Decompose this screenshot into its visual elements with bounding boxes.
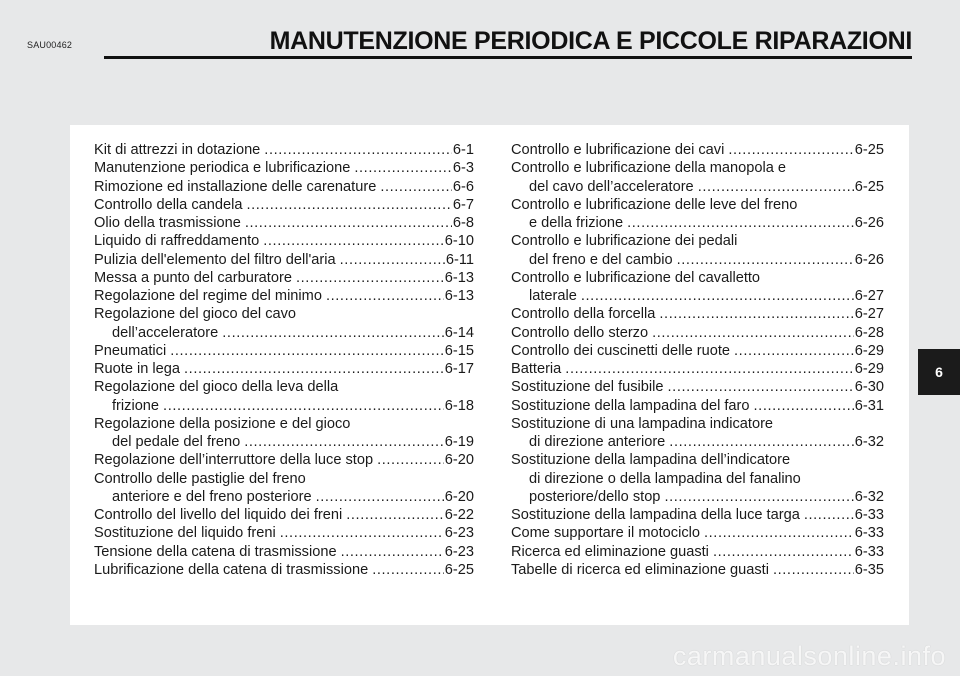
toc-entry-label: Tensione della catena di trasmissione (94, 543, 337, 560)
toc-entry-label: Controllo del livello del liquido dei freni (94, 507, 343, 523)
toc-dot-leader (163, 397, 444, 415)
toc-entry[interactable] (94, 561, 474, 579)
toc-entry-label: del cavo dell’acceleratore (529, 178, 694, 195)
toc-page-number: 6-15 (444, 342, 474, 359)
toc-entry-label: del freno e del cambio (529, 251, 673, 268)
toc-dot-leader (184, 360, 444, 378)
toc-entry[interactable] (94, 214, 474, 232)
toc-page-number: 6-25 (444, 561, 474, 578)
toc-dot-leader (222, 324, 444, 342)
toc-dot-leader (652, 324, 854, 342)
toc-entry-label: Manutenzione periodica e lubrificazione (94, 160, 351, 177)
toc-entry-label: dell’acceleratore (112, 324, 219, 341)
toc-entry[interactable] (511, 214, 884, 232)
title-underline (104, 56, 912, 59)
toc-entry-label: Sostituzione del fusibile (511, 379, 664, 396)
toc-entry[interactable] (94, 360, 474, 378)
toc-page-number: 6-33 (854, 525, 884, 542)
toc-entry-label: del pedale del freno (112, 434, 241, 450)
toc-entry[interactable] (94, 159, 474, 177)
toc-page-number: 6-20 (444, 488, 474, 505)
toc-entry-label: anteriore e del freno posteriore (112, 488, 312, 505)
page-title: MANUTENZIONE PERIODICA E PICCOLE RIPARAZIONI (269, 27, 912, 55)
toc-entry-line: Regolazione della posizione e del gioco (94, 415, 351, 432)
toc-page-number: 6-17 (444, 361, 474, 377)
toc-dot-leader (669, 433, 853, 451)
toc-entry[interactable] (511, 397, 884, 415)
toc-entry[interactable] (94, 251, 474, 269)
toc-page-number: 6-32 (854, 434, 884, 450)
toc-page-number: 6-10 (444, 233, 474, 250)
toc-page-number: 6-11 (445, 251, 474, 268)
toc-entry-line: Controllo e lubrificazione della manopola e (511, 160, 787, 177)
toc-entry[interactable] (511, 360, 884, 378)
toc-column-right (511, 141, 884, 579)
toc-entry-label: Tabelle di ricerca ed eliminazione guasti (511, 561, 769, 578)
toc-entry[interactable] (511, 506, 884, 524)
toc-dot-leader (245, 214, 452, 232)
toc-dot-leader (244, 433, 444, 451)
toc-page-number: 6-19 (444, 434, 474, 450)
toc-page-number: 6-29 (854, 361, 884, 377)
toc-dot-leader (659, 305, 853, 323)
toc-entry-label: Controllo dello sterzo (511, 324, 649, 341)
toc-dot-leader (280, 524, 444, 542)
toc-dot-leader (581, 287, 854, 305)
toc-entry-label: di direzione anteriore (529, 434, 666, 450)
chapter-tab[interactable]: 6 (918, 349, 960, 395)
toc-dot-leader (704, 524, 854, 542)
toc-entry[interactable] (511, 524, 884, 542)
toc-dot-leader (754, 397, 854, 415)
toc-page-number: 6-29 (854, 342, 884, 359)
toc-page-number: 6-31 (854, 397, 884, 414)
toc-dot-leader (263, 232, 444, 250)
toc-entry-label: Batteria (511, 361, 562, 377)
toc-entry-label: Pulizia dell'elemento del filtro dell'aria (94, 251, 336, 268)
toc-entry[interactable] (94, 451, 474, 469)
toc-dot-leader (340, 251, 445, 269)
toc-panel (70, 125, 909, 625)
toc-entry-line: Controllo e lubrificazione dei pedali (511, 233, 738, 250)
toc-page-number: 6-8 (452, 215, 474, 231)
toc-entry-label: Messa a punto del carburatore (94, 269, 292, 286)
toc-entry-line: Sostituzione di una lampadina indicatore (511, 415, 774, 432)
toc-entry-line: Controllo e lubrificazione del cavalletto (511, 269, 761, 286)
toc-page-number: 6-23 (444, 543, 474, 560)
toc-entry[interactable] (511, 433, 884, 451)
toc-entry-label: Controllo e lubrificazione dei cavi (511, 142, 725, 158)
toc-entry-label: Olio della trasmissione (94, 215, 241, 231)
toc-entry-label: Sostituzione della lampadina della luce targa (511, 507, 800, 523)
toc-entry-label: Ricerca ed eliminazione guasti (511, 543, 709, 560)
toc-page-number: 6-23 (444, 525, 474, 542)
toc-entry[interactable] (511, 178, 884, 196)
toc-entry-label: posteriore/dello stop (529, 488, 661, 505)
toc-page-number: 6-30 (854, 379, 884, 396)
toc-entry-label: e della frizione (529, 215, 624, 231)
toc-entry[interactable] (511, 287, 884, 305)
toc-entry-label: Sostituzione del liquido freni (94, 525, 276, 542)
toc-page-number: 6-35 (854, 561, 884, 578)
toc-dot-leader (377, 451, 444, 469)
toc-entry[interactable] (94, 488, 474, 506)
toc-column-left (94, 141, 474, 579)
toc-page-number: 6-28 (854, 324, 884, 341)
toc-entry[interactable] (94, 524, 474, 542)
toc-entry-label: Controllo della forcella (511, 306, 656, 323)
toc-page-number: 6-20 (444, 452, 474, 469)
toc-dot-leader (341, 543, 444, 561)
toc-dot-leader (627, 214, 854, 232)
toc-page-number: 6-26 (854, 215, 884, 231)
toc-page-number: 6-26 (854, 251, 884, 268)
toc-entry[interactable] (94, 397, 474, 415)
toc-entry-line: Regolazione del gioco del cavo (94, 306, 297, 323)
toc-dot-leader (773, 561, 854, 579)
toc-dot-leader (698, 178, 854, 196)
toc-dot-leader (372, 561, 444, 579)
toc-page-number: 6-22 (444, 507, 474, 523)
toc-entry[interactable] (511, 251, 884, 269)
toc-page-number: 6-33 (854, 543, 884, 560)
toc-entry-line: di direzione o della lampadina del fanalino (529, 470, 801, 487)
toc-entry-label: Pneumatici (94, 342, 167, 359)
toc-entry[interactable] (94, 506, 474, 524)
toc-entry[interactable] (94, 269, 474, 287)
toc-entry[interactable] (94, 178, 474, 196)
toc-entry-line: Sostituzione della lampadina dell’indicatore (511, 452, 791, 469)
toc-page-number: 6-6 (452, 178, 474, 195)
toc-entry[interactable] (94, 543, 474, 561)
document-code: SAU00462 (27, 40, 73, 50)
toc-dot-leader (664, 488, 853, 506)
toc-entry[interactable] (94, 342, 474, 360)
toc-dot-leader (565, 360, 853, 378)
toc-entry-label: Controllo dei cuscinetti delle ruote (511, 342, 731, 359)
toc-dot-leader (346, 506, 444, 524)
toc-entry[interactable] (94, 287, 474, 305)
toc-entry-label: Regolazione dell’interruttore della luce stop (94, 452, 374, 469)
toc-entry-label: Regolazione del regime del minimo (94, 288, 322, 304)
toc-page-number: 6-25 (854, 178, 884, 195)
toc-entry[interactable] (94, 141, 474, 159)
toc-entry[interactable] (94, 232, 474, 250)
toc-dot-leader (246, 196, 451, 214)
toc-entry-label: Lubrificazione della catena di trasmissione (94, 561, 369, 578)
toc-dot-leader (804, 506, 854, 524)
toc-dot-leader (170, 342, 444, 360)
toc-page-number: 6-7 (452, 196, 474, 213)
toc-page-number: 6-1 (452, 142, 474, 158)
toc-dot-leader (728, 141, 853, 159)
toc-entry[interactable] (511, 305, 884, 323)
toc-entry-line: Controllo e lubrificazione delle leve del freno (511, 196, 798, 213)
toc-dot-leader (713, 543, 854, 561)
toc-page-number: 6-27 (854, 288, 884, 304)
toc-entry[interactable] (511, 141, 884, 159)
toc-page-number: 6-13 (444, 288, 474, 304)
toc-entry[interactable] (511, 342, 884, 360)
toc-entry[interactable] (511, 561, 884, 579)
toc-entry-label: frizione (112, 397, 160, 414)
toc-entry-label: Kit di attrezzi in dotazione (94, 142, 261, 158)
toc-page-number: 6-25 (854, 142, 884, 158)
toc-entry-label: Liquido di raffreddamento (94, 233, 260, 250)
toc-entry[interactable] (511, 324, 884, 342)
toc-entry[interactable] (94, 433, 474, 451)
toc-page-number: 6-3 (452, 160, 474, 177)
toc-entry-line: Controllo delle pastiglie del freno (94, 470, 306, 487)
toc-entry-label: laterale (529, 288, 577, 304)
toc-page-number: 6-27 (854, 306, 884, 323)
toc-entry-label: Come supportare il motociclo (511, 525, 700, 542)
toc-dot-leader (734, 342, 854, 360)
toc-entry[interactable] (94, 324, 474, 342)
toc-dot-leader (354, 159, 452, 177)
toc-entry-label: Sostituzione della lampadina del faro (511, 397, 750, 414)
toc-entry[interactable] (511, 488, 884, 506)
toc-entry[interactable] (511, 378, 884, 396)
toc-dot-leader (316, 488, 444, 506)
toc-dot-leader (264, 141, 452, 159)
toc-page-number: 6-14 (444, 324, 474, 341)
toc-page-number: 6-18 (444, 397, 474, 414)
toc-page-number: 6-32 (854, 488, 884, 505)
toc-entry[interactable] (511, 543, 884, 561)
toc-dot-leader (380, 178, 452, 196)
watermark: carmanualsonline.info (672, 641, 946, 671)
toc-entry-label: Controllo della candela (94, 196, 243, 213)
toc-dot-leader (668, 378, 854, 396)
toc-dot-leader (296, 269, 444, 287)
toc-dot-leader (677, 251, 854, 269)
toc-entry[interactable] (94, 196, 474, 214)
toc-entry-label: Ruote in lega (94, 361, 181, 377)
toc-page-number: 6-33 (854, 507, 884, 523)
toc-entry-line: Regolazione del gioco della leva della (94, 379, 339, 396)
toc-dot-leader (326, 287, 444, 305)
toc-entry-label: Rimozione ed installazione delle carenature (94, 178, 377, 195)
toc-page-number: 6-13 (444, 269, 474, 286)
